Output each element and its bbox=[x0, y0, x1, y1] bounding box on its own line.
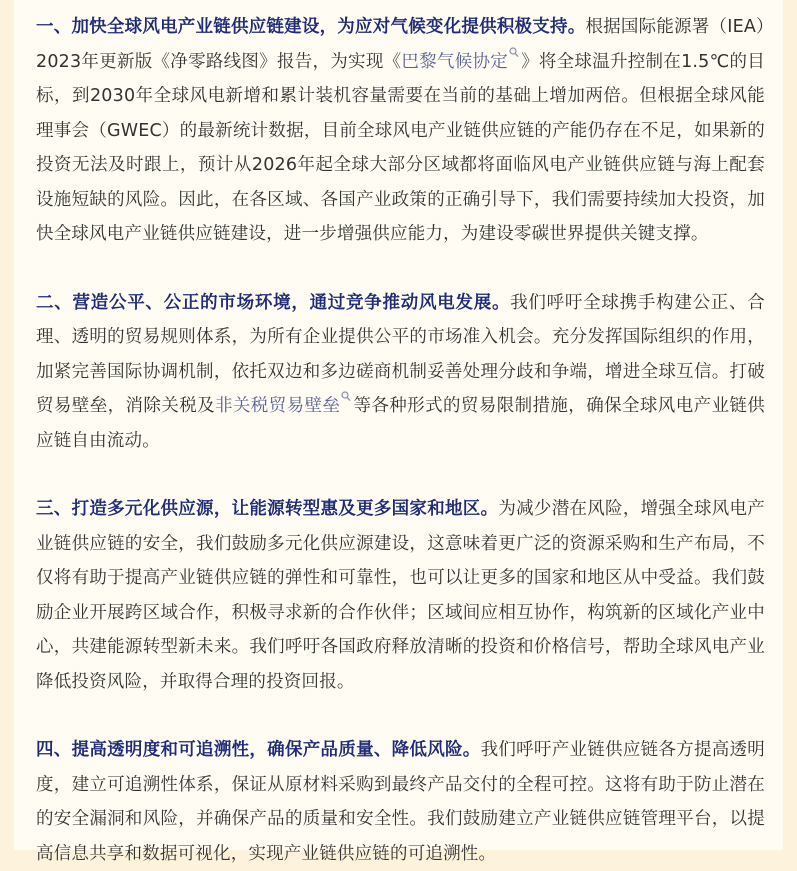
section-3 bbox=[36, 492, 765, 699]
section-4-text: 我们呼吁产业链供应链各方提高透明度，建立可追溯性体系，保证从原材料采购到最终产品交付的全程可控。这将有助于防止潜在的安全漏洞和风险，并确保产品的质量和安全性。我们鼓励建立产业链供应链管理平台，以提高信息共享和数据可视化，实现产业链供应链的可追溯性。 bbox=[36, 740, 765, 864]
section-3-text: 为减少潜在风险，增强全球风电产业链供应链的安全，我们鼓励多元化供应源建设，这意味着更广泛的资源采购和生产布局，不仅将有助于提高产业链供应链的弹性和可靠性，也可以让更多的国家和地区从中受益。我们鼓励企业开展跨区域合作，积极寻求新的合作伙伴；区域间应相互协作，构筑新的区域化产业中心，共建能源转型新未来。我们呼吁各国政府释放清晰的投资和价格信号，帮助全球风电产业降低投资风险，并取得合理的投资回报。 bbox=[36, 499, 765, 692]
section-2-heading: 二、营造公平、公正的市场环境，通过竞争推动风电发展。 bbox=[36, 292, 511, 313]
paris-agreement-link[interactable]: 巴黎气候协定 bbox=[401, 51, 509, 72]
non-tariff-barrier-link[interactable]: 非关税贸易壁垒 bbox=[215, 396, 341, 416]
section-1-heading: 一、加快全球风电产业链供应链建设，为应对气候变化提供积极支持。 bbox=[36, 17, 586, 37]
section-1-text-a: 根据国际能源署（IEA）2023年更新版《净零路线图》报告，为实现《 bbox=[36, 17, 765, 72]
section-2 bbox=[36, 286, 765, 459]
section-1-text-b: 》将全球温升控制在1.5℃的目标，到2030年全球风电新增和累计装机容量需要在当前的基础上增加两倍。但根据全球风能理事会（GWEC）的最新统计数据，目前全球风电产业链供应链的产能仍存在不足，如果新的投资无法及时跟上，预计从2026年起全球大部分区域都将面临风电产业链供应链与海上配套设施短缺的风险。因此，在各区域、各国产业政策的正确引导下，我们需要持续加大投资，加快全球风电产业链供应链建设，进一步增强供应能力，为建设零碳世界提供关键支撑。 bbox=[36, 51, 765, 244]
section-3-heading: 三、打造多元化供应源，让能源转型惠及更多国家和地区。 bbox=[36, 499, 499, 519]
section-2-text-b: 等各种形式的贸易限制措施，确保全球风电产业链供应链自由流动。 bbox=[36, 396, 765, 451]
section-4-heading: 四、提高透明度和可追溯性，确保产品质量、降低风险。 bbox=[36, 740, 481, 760]
search-icon[interactable] bbox=[509, 45, 519, 59]
section-4 bbox=[36, 733, 765, 871]
section-1 bbox=[36, 10, 765, 252]
article-body bbox=[14, 0, 783, 864]
section-2-text-a: 我们呼吁全球携手构建公正、合理、透明的贸易规则体系，为所有企业提供公平的市场准入机会。充分发挥国际组织的作用，加紧完善国际协调机制，依托双边和多边磋商机制妥善处理分歧和争端，增进全球互信。打破贸易壁垒，消除关税及 bbox=[36, 292, 765, 416]
search-icon[interactable] bbox=[341, 389, 351, 403]
